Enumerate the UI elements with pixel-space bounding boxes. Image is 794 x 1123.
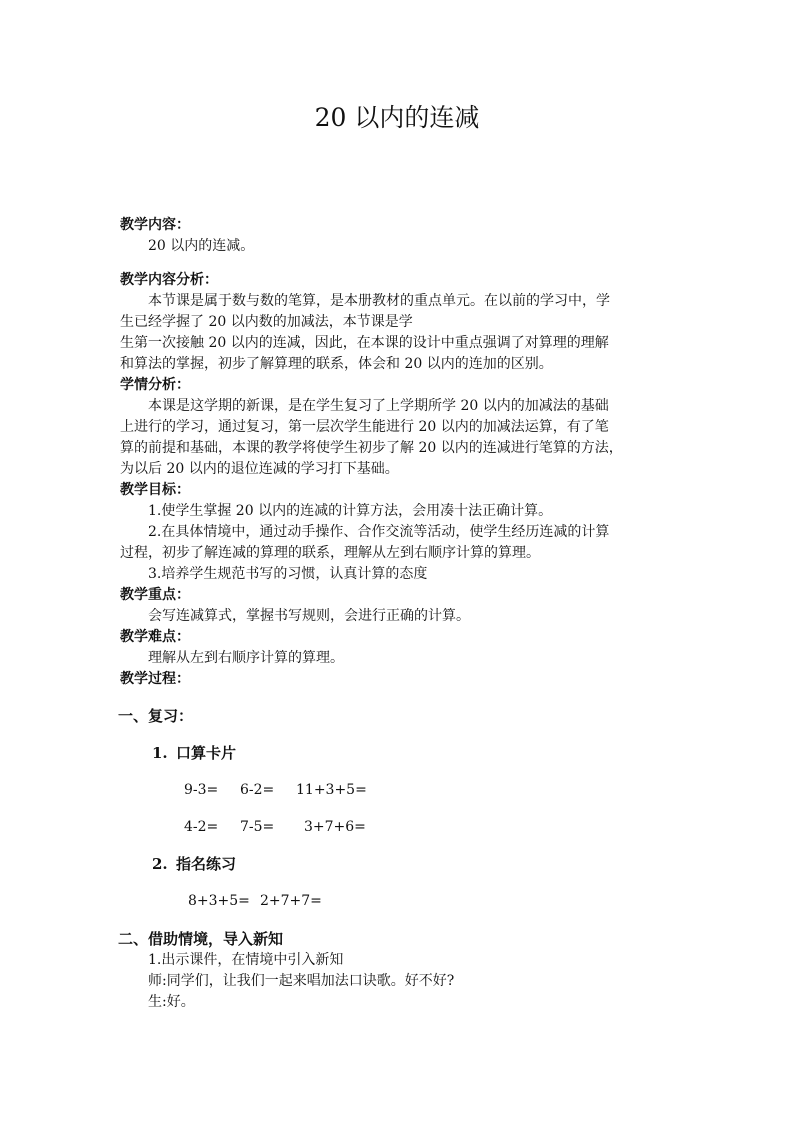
exercise-expression: 3+7+6= xyxy=(304,819,366,835)
teaching-content-text: 20 以内的连减。 xyxy=(148,238,255,254)
exercise-expression: 2+7+7= xyxy=(260,893,322,909)
key-points-text: 会写连减算式，掌握书写规则，会进行正确的计算。 xyxy=(148,608,470,624)
review-item-label: 指名练习 xyxy=(176,855,237,873)
content-analysis-line: 生第一次接触 20 以内的连减，因此，在本课的设计中重点强调了对算理的理解 xyxy=(120,335,609,351)
spacer xyxy=(120,875,678,891)
review-item-named-practice xyxy=(120,854,678,875)
exercise-row xyxy=(120,817,678,838)
learning-analysis-line: 上进行的学习，通过复习，第一层次学生能进行 20 以内的加减法运算，有了笔 xyxy=(120,419,609,435)
exercise-expression: 9-3= xyxy=(184,782,219,798)
spacer xyxy=(120,838,678,854)
teaching-goal-line: 1.使学生掌握 20 以内的连减的计算方法，会用凑十法正确计算。 xyxy=(148,503,553,519)
content-analysis-heading: 教学内容分析： xyxy=(120,272,218,288)
content-analysis-line: 和算法的掌握，初步了解算理的联系，体会和 20 以内的连加的区别。 xyxy=(120,356,553,372)
content-analysis-line: 本节课是属于数与数的笔算，是本册教材的重点单元。在以前的学习中，学 xyxy=(148,293,610,309)
difficulties-text: 理解从左到右顺序计算的算理。 xyxy=(148,650,344,666)
spacer xyxy=(120,801,678,817)
introduction-line: 生:好。 xyxy=(148,994,195,1010)
spacer xyxy=(120,912,678,929)
learning-analysis-line: 算的前提和基础，本课的教学将使学生初步了解 20 以内的连减进行笔算的方法， xyxy=(120,440,623,456)
review-item-number: 1. xyxy=(152,744,168,762)
exercise-expression: 8+3+5= xyxy=(188,893,250,909)
learning-analysis-heading: 学情分析： xyxy=(120,377,190,393)
exercise-expression: 6-2= xyxy=(240,782,275,798)
introduction-line: 师:同学们，让我们一起来唱加法口诀歌。好不好? xyxy=(148,973,455,989)
content-analysis-line: 生已经学握了 20 以内数的加减法，本节课是学 xyxy=(120,314,413,330)
spacer xyxy=(120,257,678,270)
key-points-heading: 教学重点： xyxy=(120,587,190,603)
review-item-oral-cards xyxy=(120,743,678,764)
difficulties-heading: 教学难点： xyxy=(120,629,190,645)
spacer xyxy=(120,690,678,706)
learning-analysis-line: 为以后 20 以内的退位连减的学习打下基础。 xyxy=(120,461,399,477)
spacer xyxy=(120,764,678,780)
exercise-row xyxy=(120,780,678,801)
teaching-goal-line: 过程，初步了解连减的算理的联系，理解从左到右顺序计算的算理。 xyxy=(120,545,540,561)
spacer xyxy=(120,727,678,743)
teaching-goals-heading: 教学目标： xyxy=(120,482,190,498)
exercise-row xyxy=(120,891,678,912)
introduction-line: 1.出示课件，在情境中引入新知 xyxy=(148,952,344,968)
document-title: 20 以内的连减 xyxy=(314,103,480,132)
teaching-goal-line: 3.培养学生规范书写的习惯，认真计算的态度 xyxy=(148,566,428,582)
learning-analysis-line: 本课是这学期的新课，是在学生复习了上学期所学 20 以内的加减法的基础 xyxy=(148,398,609,414)
exercise-expression: 11+3+5= xyxy=(296,782,367,798)
teaching-process-heading: 教学过程： xyxy=(120,671,190,687)
review-item-number: 2. xyxy=(152,855,168,873)
teaching-content-heading: 教学内容： xyxy=(120,217,190,233)
review-heading: 一、复习： xyxy=(118,707,194,725)
review-item-label: 口算卡片 xyxy=(176,744,237,762)
teaching-goal-line: 2.在具体情境中，通过动手操作、合作交流等活动，使学生经历连减的计算 xyxy=(148,524,610,540)
exercise-expression: 4-2= xyxy=(184,819,219,835)
exercise-expression: 7-5= xyxy=(240,819,275,835)
document-body xyxy=(120,215,678,1013)
introduction-heading: 二、借助情境，导入新知 xyxy=(118,930,284,948)
